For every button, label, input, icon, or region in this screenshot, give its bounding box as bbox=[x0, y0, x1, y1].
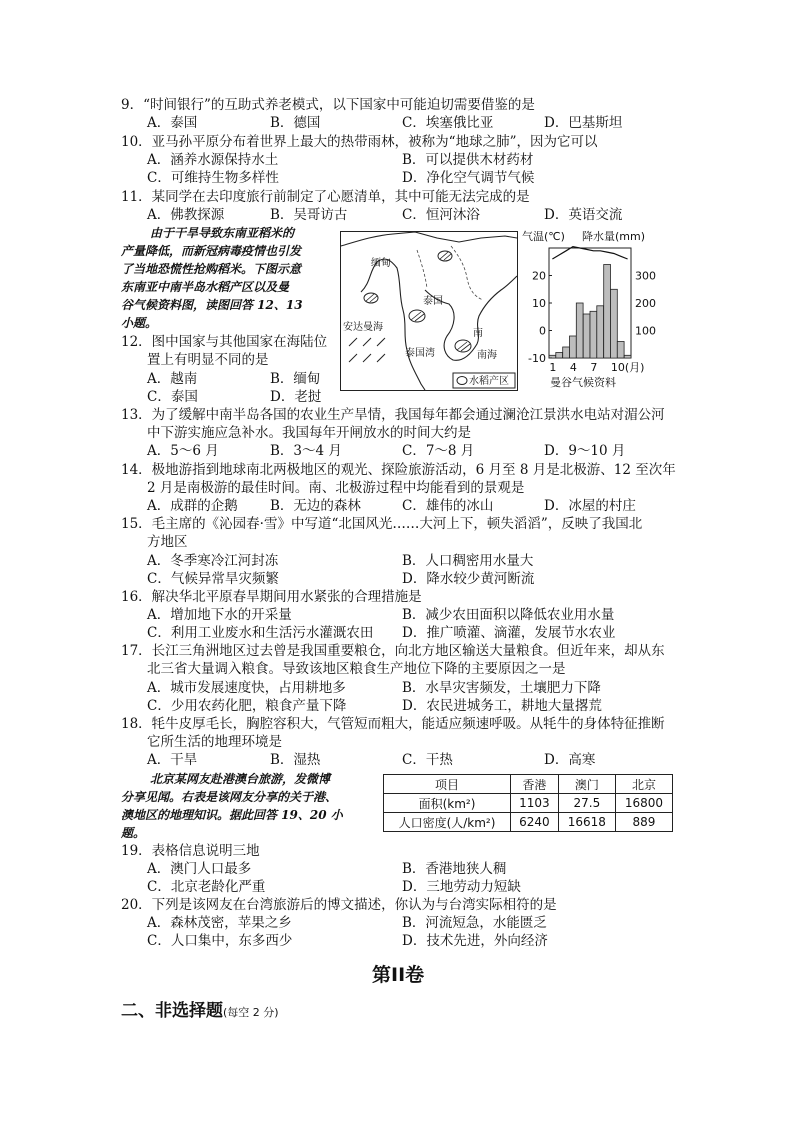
q9-option-d: D．巴基斯坦 bbox=[544, 115, 623, 131]
q10-option-b: B．可以提供木材药材 bbox=[402, 152, 534, 168]
q19-option-d: D．三地劳动力短缺 bbox=[402, 879, 521, 895]
q11-stem: 11．某同学在去印度旅行前制定了心愿清单，其中可能无法完成的是 bbox=[121, 189, 530, 205]
map-label-southsea: 南海 bbox=[477, 350, 497, 361]
rice-region-map bbox=[340, 231, 518, 391]
table-cell: 16800 bbox=[615, 794, 672, 813]
table-row bbox=[384, 813, 673, 832]
x-tick-label: 7 bbox=[590, 361, 598, 374]
q20-option-b: B．河流短急，水能匮乏 bbox=[402, 915, 547, 931]
q10-option-a: A．涵养水源保持水土 bbox=[147, 152, 279, 168]
q16-option-c: C．利用工业废水和生活污水灌溉农田 bbox=[147, 625, 374, 641]
bangkok-climate-chart bbox=[520, 226, 660, 390]
q12-stem-1: 12．图中国家与其他国家在海陆位 bbox=[121, 334, 328, 350]
table-cell: 人口密度(人/km²) bbox=[384, 813, 511, 832]
part2-title: 第II卷 bbox=[372, 964, 425, 986]
q15-option-d: D．降水较少黄河断流 bbox=[402, 571, 535, 587]
q15-stem-2: 方地区 bbox=[147, 534, 188, 550]
map-border-lines bbox=[451, 246, 483, 300]
q11-option-b: B．吴哥访古 bbox=[270, 207, 348, 223]
precip-bar-4 bbox=[570, 336, 577, 358]
q9-stem: 9．“时间银行”的互助式养老模式，以下国家中可能迫切需要借鉴的是 bbox=[121, 97, 535, 113]
precip-bar-12 bbox=[624, 355, 631, 358]
precip-bar-11 bbox=[617, 342, 624, 359]
table-header-cell: 北京 bbox=[615, 775, 672, 794]
q10-option-c: C．可维持生物多样性 bbox=[147, 170, 279, 186]
q17-option-b: B．水旱灾害频发，土壤肥力下降 bbox=[402, 680, 601, 696]
q12-stem-2: 置上有明显不同的是 bbox=[147, 352, 269, 368]
precip-bar-10 bbox=[611, 289, 618, 358]
q15-option-c: C．气候异常旱灾频繁 bbox=[147, 571, 279, 587]
q18-option-a: A．干旱 bbox=[147, 752, 198, 768]
sea-arrows bbox=[349, 338, 385, 362]
left-tick-label: 20 bbox=[532, 269, 546, 283]
section-title: 二、非选择题 bbox=[121, 1001, 223, 1021]
q9-option-b: B．德国 bbox=[270, 115, 321, 131]
q14-stem-1: 14．极地游指到地球南北两极地区的观光、探险旅游活动，6 月至 8 月是北极游、12 至次年 bbox=[121, 462, 676, 478]
rice-region-4 bbox=[455, 340, 471, 352]
intro12-line-5: 谷气候资料图，读图回答 12、13 bbox=[121, 298, 303, 312]
q15-option-a: A．冬季寒冷江河封冻 bbox=[147, 553, 279, 569]
q13-option-d: D．9～10 月 bbox=[544, 443, 626, 459]
map-figure bbox=[341, 232, 517, 390]
map-border-lines-2 bbox=[417, 250, 427, 288]
map-label-thailand: 泰国 bbox=[423, 296, 443, 307]
q18-option-c: C．干热 bbox=[402, 752, 453, 768]
q19-stem: 19．表格信息说明三地 bbox=[121, 843, 260, 859]
map-label-myanmar: 缅甸 bbox=[371, 258, 391, 269]
left-tick-label: 0 bbox=[539, 324, 546, 338]
table-header-row bbox=[384, 775, 673, 794]
precip-bar-7 bbox=[590, 311, 597, 358]
q11-option-d: D．英语交流 bbox=[544, 207, 623, 223]
hk-macau-beijing-table bbox=[383, 774, 673, 832]
x-tick-label: 1 bbox=[549, 361, 557, 374]
q17-option-d: D．农民进城务工，耕地大量撂荒 bbox=[402, 698, 602, 714]
precip-bar-3 bbox=[563, 347, 570, 358]
section-note: (每空 2 分) bbox=[223, 1006, 279, 1019]
left-tick-label: -10 bbox=[528, 352, 546, 365]
q10-option-d: D．净化空气调节气候 bbox=[402, 170, 535, 186]
chart-left-title: 气温(℃) bbox=[522, 230, 565, 243]
table-cell: 16618 bbox=[558, 813, 615, 832]
q17-stem-2: 北三省大量调入粮食。导致该地区粮食生产地位下降的主要原因之一是 bbox=[147, 661, 566, 677]
q16-option-d: D．推广喷灌、滴灌，发展节水农业 bbox=[402, 625, 616, 641]
chart-caption: 曼谷气候资料 bbox=[550, 376, 616, 389]
x-tick-label: 4 bbox=[569, 361, 577, 374]
q17-option-a: A．城市发展速度快，占用耕地多 bbox=[147, 680, 346, 696]
q18-stem-1: 18．牦牛皮厚毛长，胸腔容积大，气管短而粗大，能适应频速呼吸。从牦牛的身体特征推断 bbox=[121, 716, 665, 732]
table-header-cell: 澳门 bbox=[558, 775, 615, 794]
intro19-line-3: 澳地区的地理知识。据此回答 19、20 小 bbox=[121, 808, 343, 822]
rice-region-2 bbox=[409, 310, 425, 322]
intro12-line-6: 小题。 bbox=[121, 316, 158, 330]
q17-stem-1: 17．长江三角洲地区过去曾是我国重要粮仓，向北方地区输送大量粮食。但近年来，却从东 bbox=[121, 643, 665, 659]
intro19-line-1: 北京某网友赴港澳台旅游，发微博 bbox=[150, 772, 331, 786]
q18-option-b: B．湿热 bbox=[270, 752, 321, 768]
q12-option-b: B．缅甸 bbox=[270, 371, 321, 387]
intro12-line-4: 东南亚中南半岛水稻产区以及曼 bbox=[121, 280, 290, 294]
q18-option-d: D．高寒 bbox=[544, 752, 596, 768]
q17-option-c: C．少用农药化肥，粮食产量下降 bbox=[147, 698, 347, 714]
q19-option-c: C．北京老龄化严重 bbox=[147, 879, 266, 895]
intro12-line-3: 了当地恐慌性抢购稻米。下图示意 bbox=[121, 262, 302, 276]
q13-option-c: C．7～8 月 bbox=[402, 443, 475, 459]
table-row bbox=[384, 794, 673, 813]
q16-option-a: A．增加地下水的开采量 bbox=[147, 607, 292, 623]
map-legend-label: 水稻产区 bbox=[469, 376, 509, 387]
map-label-andaman: 安达曼海 bbox=[343, 322, 383, 333]
q11-option-c: C．恒河沐浴 bbox=[402, 207, 480, 223]
q20-stem: 20．下列是该网友在台湾旅游后的博文描述，你认为与台湾实际相符的是 bbox=[121, 897, 557, 913]
q13-stem-1: 13．为了缓解中南半岛各国的农业生产旱情，我国每年都会通过澜沧江景洪水电站对湄公河 bbox=[121, 407, 665, 423]
q14-option-c: C．雄伟的冰山 bbox=[402, 498, 494, 514]
right-tick-label: 100 bbox=[635, 324, 656, 338]
left-tick-label: 10 bbox=[532, 297, 546, 310]
q19-option-a: A．澳门人口最多 bbox=[147, 861, 252, 877]
precip-bar-6 bbox=[583, 314, 590, 358]
q18-stem-2: 它所生活的地理环境是 bbox=[147, 734, 282, 750]
right-tick-label: 200 bbox=[635, 297, 656, 310]
map-label-nan: 南 bbox=[473, 328, 483, 339]
section-heading bbox=[121, 996, 279, 1021]
precip-bar-9 bbox=[604, 265, 611, 359]
q14-option-a: A．成群的企鹅 bbox=[147, 498, 238, 514]
q12-option-c: C．泰国 bbox=[147, 389, 198, 405]
intro19-line-4: 题。 bbox=[121, 826, 146, 840]
intro12-line-2: 产量降低，而新冠病毒疫情也引发 bbox=[121, 244, 302, 258]
table-header-cell: 香港 bbox=[511, 775, 559, 794]
table-cell: 27.5 bbox=[558, 794, 615, 813]
q11-option-a: A．佛教探源 bbox=[147, 207, 225, 223]
q13-stem-2: 中下游实施应急补水。我国每年开闸放水的时间大约是 bbox=[147, 425, 471, 441]
q19-option-b: B．香港地狭人稠 bbox=[402, 861, 507, 877]
q9-option-a: A．泰国 bbox=[147, 115, 198, 131]
q20-option-a: A．森林茂密，苹果之乡 bbox=[147, 915, 292, 931]
x-tick-label: 10(月) bbox=[610, 361, 645, 374]
table-header-cell: 项目 bbox=[384, 775, 511, 794]
intro12-line-1: 由于干旱导致东南亚稻米的 bbox=[150, 226, 295, 240]
precip-bar-5 bbox=[576, 303, 583, 358]
q14-option-d: D．冰屋的村庄 bbox=[544, 498, 636, 514]
map-label-gulf: 泰国湾 bbox=[405, 348, 435, 359]
table-cell: 1103 bbox=[511, 794, 559, 813]
precip-bar-8 bbox=[597, 306, 604, 358]
table-cell: 889 bbox=[615, 813, 672, 832]
q15-stem-1: 15．毛主席的《沁园春·雪》中写道“北国风光……大河上下，顿失滔滔”，反映了我国北 bbox=[121, 516, 643, 532]
right-tick-label: 300 bbox=[635, 269, 656, 283]
q14-stem-2: 2 月是南极游的最佳时间。南、北极游过程中均能看到的景观是 bbox=[147, 480, 525, 496]
q12-option-d: D．老挝 bbox=[270, 389, 322, 405]
q9-option-c: C．埃塞俄比亚 bbox=[402, 115, 494, 131]
table-cell: 6240 bbox=[511, 813, 559, 832]
q13-option-a: A．5～6 月 bbox=[147, 443, 219, 459]
q12-option-a: A．越南 bbox=[147, 371, 198, 387]
q20-option-d: D．技术先进，外向经济 bbox=[402, 933, 548, 949]
table-cell: 面积(km²) bbox=[384, 794, 511, 813]
q14-option-b: B．无边的森林 bbox=[270, 498, 361, 514]
precip-bar-2 bbox=[556, 353, 563, 359]
intro19-line-2: 分享见闻。右表是该网友分享的关于港、 bbox=[121, 790, 338, 804]
chart-right-title: 降水量(mm) bbox=[582, 230, 646, 243]
q16-stem: 16．解决华北平原春旱期间用水紧张的合理措施是 bbox=[121, 589, 422, 605]
map-northern-border bbox=[341, 232, 517, 246]
q15-option-b: B．人口稠密用水量大 bbox=[402, 553, 534, 569]
q16-option-b: B．减少农田面积以降低农业用水量 bbox=[402, 607, 615, 623]
q10-stem: 10．亚马孙平原分布着世界上最大的热带雨林，被称为“地球之肺”，因为它可以 bbox=[121, 134, 598, 150]
q13-option-b: B．3～4 月 bbox=[270, 443, 342, 459]
q20-option-c: C．人口集中，东多西少 bbox=[147, 933, 293, 949]
